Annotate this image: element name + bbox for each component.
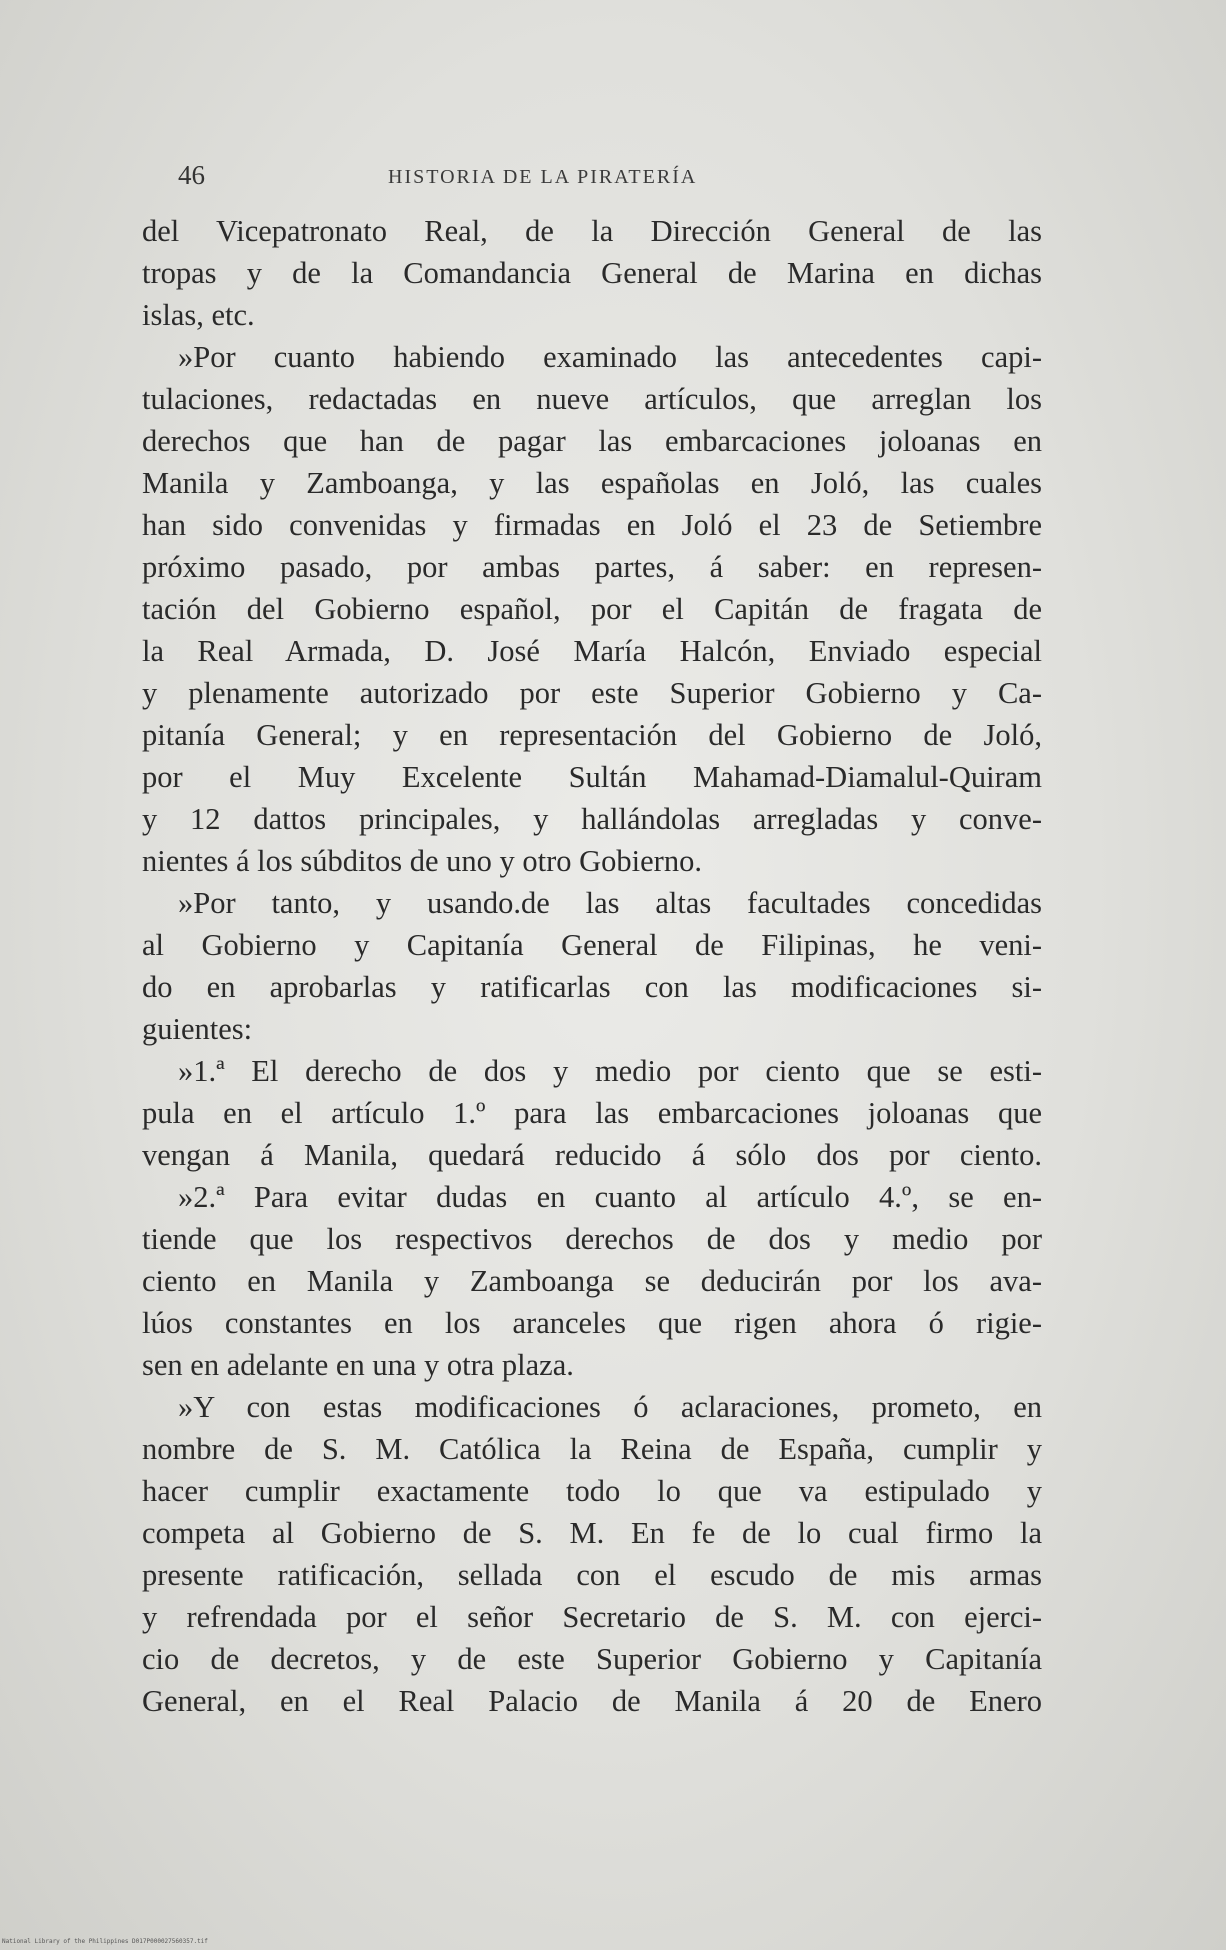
text-line: del Vicepatronato Real, de la Dirección General de las [142, 214, 1042, 248]
text-line: nombre de S. M. Católica la Reina de España, cumplir y [142, 1432, 1042, 1466]
text-line: presente ratificación, sellada con el escudo de mis armas [142, 1558, 1042, 1592]
text-line: la Real Armada, D. José María Halcón, Enviado especial [142, 634, 1042, 668]
text-line: »Por cuanto habiendo examinado las antecedentes capi- [178, 340, 1042, 374]
text-line: derechos que han de pagar las embarcaciones joloanas en [142, 424, 1042, 458]
text-line: han sido convenidas y firmadas en Joló el 23 de Setiembre [142, 508, 1042, 542]
text-line: competa al Gobierno de S. M. En fe de lo cual firmo la [142, 1516, 1042, 1550]
text-line: islas, etc. [142, 298, 255, 332]
text-line: tulaciones, redactadas en nueve artículos, que arreglan los [142, 382, 1042, 416]
text-line: lúos constantes en los aranceles que rigen ahora ó rigie- [142, 1306, 1042, 1340]
text-line: »1.ª El derecho de dos y medio por ciento que se esti- [178, 1054, 1042, 1088]
text-line: »2.ª Para evitar dudas en cuanto al artículo 4.º, se en- [178, 1180, 1042, 1214]
body-text [142, 210, 1042, 1722]
text-line: y plenamente autorizado por este Superior Gobierno y Ca- [142, 676, 1042, 710]
text-line: Manila y Zamboanga, y las españolas en Joló, las cuales [142, 466, 1042, 500]
text-line: próximo pasado, por ambas partes, á saber: en represen- [142, 550, 1042, 584]
text-line: sen en adelante en una y otra plaza. [142, 1348, 574, 1382]
text-line: do en aprobarlas y ratificarlas con las modificaciones si- [142, 970, 1042, 1004]
text-line: hacer cumplir exactamente todo lo que va estipulado y [142, 1474, 1042, 1508]
text-line: tación del Gobierno español, por el Capitán de fragata de [142, 592, 1042, 626]
text-line: cio de decretos, y de este Superior Gobierno y Capitanía [142, 1642, 1042, 1676]
text-line: al Gobierno y Capitanía General de Filipinas, he veni- [142, 928, 1042, 962]
text-line: por el Muy Excelente Sultán Mahamad-Diamalul-Quiram [142, 760, 1042, 794]
text-line: ciento en Manila y Zamboanga se deducirán por los ava- [142, 1264, 1042, 1298]
text-line: »Y con estas modificaciones ó aclaraciones, prometo, en [178, 1390, 1042, 1424]
text-line: guientes: [142, 1012, 253, 1046]
text-line: vengan á Manila, quedará reducido á sólo dos por ciento. [142, 1138, 1042, 1172]
running-title: HISTORIA DE LA PIRATERÍA [388, 166, 698, 188]
page-number: 46 [178, 160, 205, 190]
text-line: tiende que los respectivos derechos de dos y medio por [142, 1222, 1042, 1256]
text-line: »Por tanto, y usando.de las altas facultades concedidas [178, 886, 1042, 920]
text-line: pitanía General; y en representación del Gobierno de Joló, [142, 718, 1042, 752]
text-line: y refrendada por el señor Secretario de S. M. con ejerci- [142, 1600, 1042, 1634]
page-header [178, 160, 1038, 200]
text-line: y 12 dattos principales, y hallándolas arregladas y conve- [142, 802, 1042, 836]
text-line: pula en el artículo 1.º para las embarcaciones joloanas que [142, 1096, 1042, 1130]
text-line: General, en el Real Palacio de Manila á 20 de Enero [142, 1684, 1042, 1718]
scan-footer-stamp: National Library of the Philippines D017P000027560357.tif [2, 1938, 208, 1945]
text-line: nientes á los súbditos de uno y otro Gobierno. [142, 844, 702, 878]
text-line: tropas y de la Comandancia General de Marina en dichas [142, 256, 1042, 290]
